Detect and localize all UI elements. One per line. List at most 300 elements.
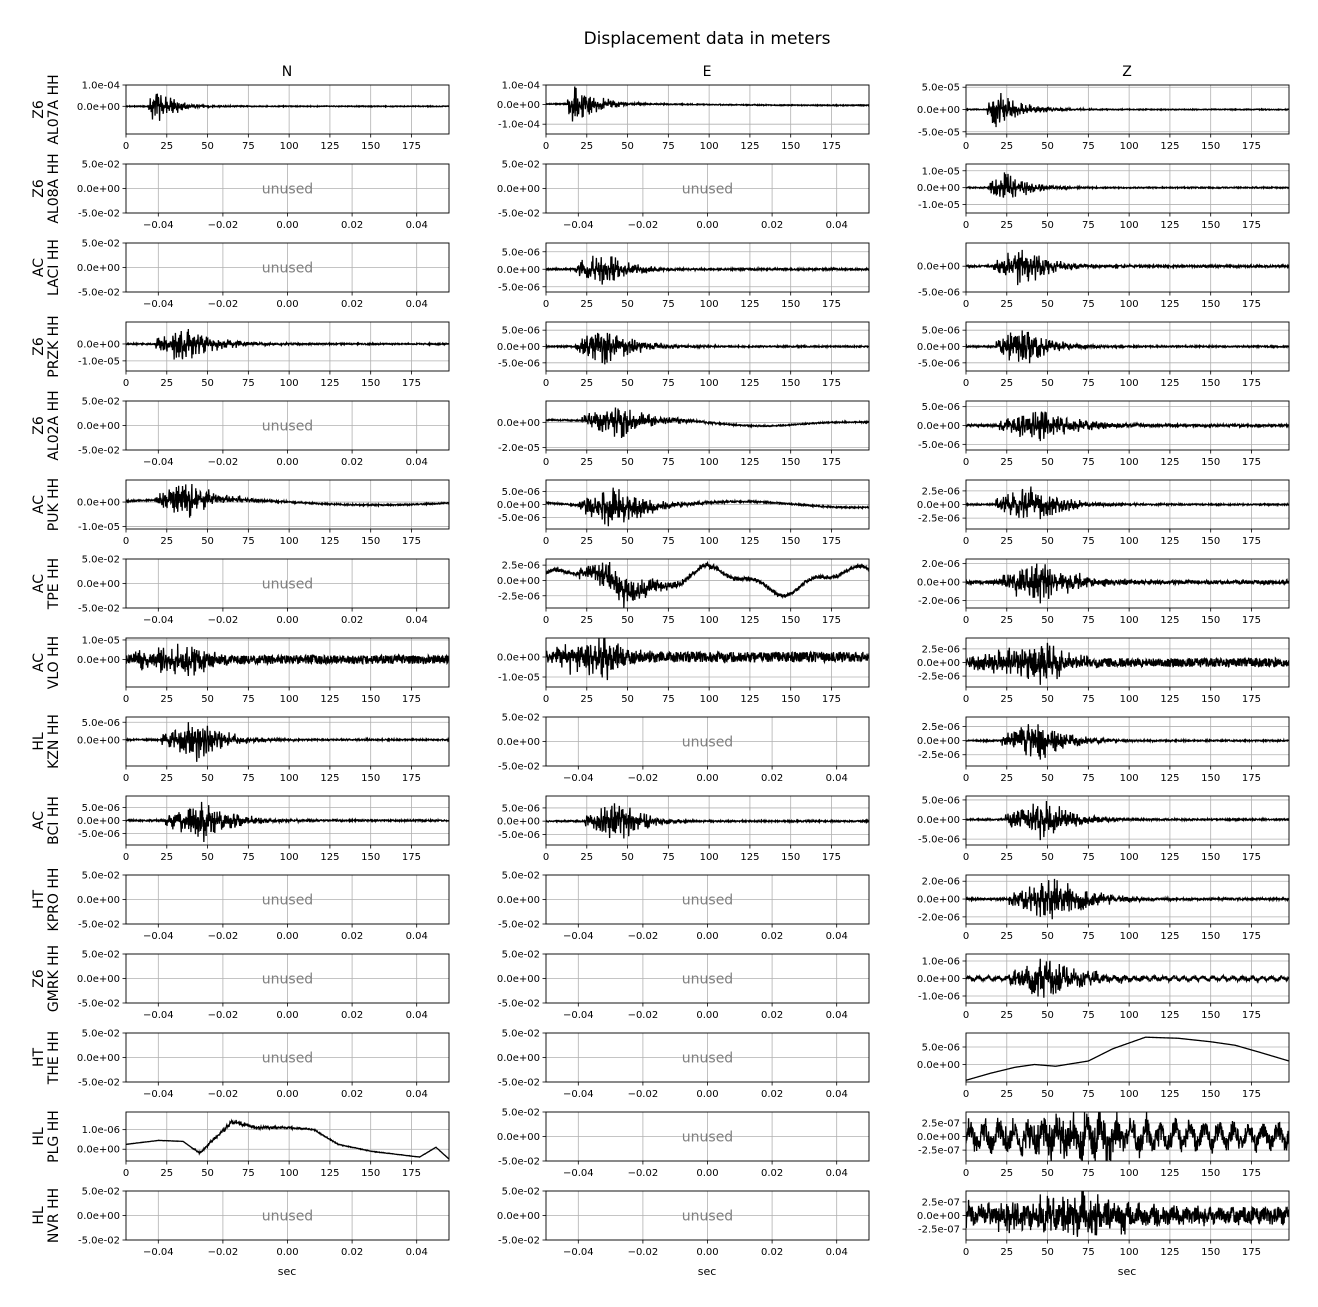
x-tick-label: 50 [621,852,634,863]
x-tick-label: 0.04 [405,1247,428,1258]
x-tick-label: 125 [740,694,760,705]
x-tick-label: 25 [1000,1089,1014,1100]
y-tick-label: -2.5e-06 [498,591,540,603]
x-tick-label: 175 [1241,378,1262,389]
x-tick-label: 100 [1119,852,1139,863]
x-tick-label: 175 [821,615,842,626]
x-tick-label: 150 [1201,299,1221,310]
x-tick-label: 25 [1000,299,1014,310]
seismic-trace [966,724,1289,759]
x-tick-label: 175 [821,378,842,389]
y-tick-label: 0.0e+00 [496,1132,540,1143]
y-tick-label: 0.0e+00 [76,895,120,906]
x-tick-label: −0.02 [207,1089,239,1100]
x-tick-label: 50 [621,615,634,626]
x-tick-label: 150 [1201,141,1221,152]
x-tick-label: 50 [1041,931,1054,942]
x-tick-label: 0.00 [696,1089,719,1100]
unused-label: unused [681,181,734,198]
unused-label: unused [261,1208,314,1225]
x-tick-label: 75 [1081,536,1095,547]
y-tick-label: -5.0e-02 [498,208,540,220]
y-tick-label: -1.0e-06 [918,991,960,1003]
y-tick-label: 5.0e-06 [501,247,540,259]
x-tick-label: 75 [1081,378,1095,389]
x-tick-label: 150 [781,536,801,547]
x-tick-label: 0.04 [825,1168,848,1179]
seismic-trace [126,484,449,518]
trace-panel [497,796,869,863]
x-tick-label: 125 [1160,773,1180,784]
y-tick-label: 0.0e+00 [496,342,540,353]
y-tick-label: 2.0e-06 [921,876,960,888]
x-tick-label: 125 [1160,1168,1180,1179]
x-tick-label: 175 [1241,457,1262,468]
y-tick-label: -2.5e-07 [918,1224,960,1236]
x-tick-label: 0.00 [696,773,719,784]
y-tick-label: -5.0e-02 [498,919,540,931]
unused-panel [77,160,449,232]
x-tick-label: 25 [580,378,594,389]
x-tick-label: 0.00 [696,1168,719,1179]
x-tick-label: 50 [1041,299,1054,310]
y-tick-label: 5.0e-06 [921,1042,960,1054]
y-tick-label: 0.0e+00 [76,655,120,667]
trace-panel [497,401,869,468]
y-tick-label: -5.0e-06 [498,829,540,841]
y-tick-label: -1.0e-05 [78,356,120,368]
x-tick-label: −0.02 [627,220,659,231]
x-tick-label: −0.02 [207,220,239,231]
x-tick-label: 0 [962,1089,970,1100]
station-row [31,1108,1289,1180]
y-tick-label: -5.0e-02 [78,1077,120,1089]
x-tick-label: 150 [361,141,381,152]
y-tick-label: 5.0e-06 [501,803,540,815]
x-tick-label: 25 [160,773,174,784]
trace-panel [77,796,449,863]
x-tick-label: 50 [621,299,634,310]
station-network-label: Z6 [31,969,47,988]
station-network-label: AC [31,494,47,515]
x-tick-label: 0.02 [340,615,364,626]
x-tick-label: 0 [962,694,970,705]
x-tick-label: 150 [361,1168,381,1179]
x-tick-label: 100 [279,1168,299,1179]
trace-panel [917,638,1289,705]
y-tick-label: 0.0e+00 [916,500,960,511]
y-tick-label: 0.0e+00 [76,579,120,590]
x-tick-label: 75 [661,378,675,389]
y-tick-label: 1.0e-06 [921,956,960,968]
y-tick-label: 0.0e+00 [916,736,960,748]
y-tick-label: 0.0e+00 [496,737,540,748]
station-network-label: HT [31,1047,47,1068]
x-tick-label: 125 [740,299,760,310]
x-tick-label: 0.04 [825,220,848,231]
axes-frame [966,1033,1289,1082]
x-tick-label: 75 [1081,694,1095,705]
trace-panel [77,1112,449,1179]
x-tick-label: 125 [1160,931,1180,942]
x-tick-label: 100 [1119,1247,1139,1258]
x-tick-label: −0.02 [207,1247,239,1258]
y-tick-label: 2.5e-07 [921,1197,960,1209]
x-tick-label: 100 [279,536,299,547]
x-tick-label: 75 [1081,852,1095,863]
x-tick-label: 150 [1201,378,1221,389]
axes-frame [966,243,1289,292]
x-tick-label: 75 [241,141,255,152]
x-tick-label: 75 [1081,1168,1095,1179]
x-tick-label: 25 [1000,773,1014,784]
x-tick-label: 0.00 [696,1010,719,1021]
x-tick-label: 75 [1081,141,1095,152]
station-code-label: TPE HH [46,557,62,610]
x-tick-label: 175 [401,1168,422,1179]
x-tick-label: 0 [542,299,550,310]
y-tick-label: -5.0e-06 [498,358,540,370]
x-tick-label: 50 [621,536,634,547]
x-tick-label: −0.02 [207,457,239,468]
x-tick-label: 0.02 [340,1089,364,1100]
y-tick-label: 5.0e-02 [81,870,120,882]
x-tick-label: 150 [781,378,801,389]
trace-panel [917,401,1289,468]
x-tick-label: 0.04 [825,1010,848,1021]
column-title-e: E [702,64,712,80]
x-tick-label: 0 [962,220,970,231]
trace-panel [497,322,869,389]
y-tick-label: -5.0e-02 [498,1077,540,1089]
trace-panel [917,795,1289,863]
station-code-label: KZN HH [46,714,62,769]
x-tick-label: 25 [580,141,594,152]
y-tick-label: 0.0e+00 [916,577,960,589]
x-tick-label: 0.00 [276,1010,299,1021]
x-tick-label: 75 [241,378,255,389]
unused-panel [77,871,449,943]
x-tick-label: −0.04 [562,1089,594,1100]
y-tick-label: 5.0e-02 [81,1028,120,1040]
station-network-label: HL [31,732,47,751]
x-tick-label: −0.02 [627,773,659,784]
trace-panel [77,81,449,153]
y-tick-label: 0.0e+00 [916,894,960,906]
station-code-label: VLO HH [46,635,62,690]
y-tick-label: 0.0e+00 [76,735,120,747]
x-tick-label: 0.00 [276,1089,299,1100]
station-code-label: PLG HH [46,1110,62,1163]
y-tick-label: -5.0e-02 [78,603,120,615]
x-tick-label: 100 [1119,1168,1139,1179]
y-tick-label: 0.0e+00 [496,264,540,276]
x-tick-label: 0.02 [340,220,364,231]
unused-panel [77,1029,449,1101]
x-tick-label: 125 [320,852,340,863]
x-tick-label: 50 [621,457,634,468]
unused-label: unused [681,1050,734,1067]
x-tick-label: 50 [201,141,214,152]
x-tick-label: 50 [1041,852,1054,863]
unused-label: unused [261,892,314,909]
y-tick-label: 0.0e+00 [76,974,120,985]
x-tick-label: 100 [279,694,299,705]
y-tick-label: 5.0e-06 [81,717,120,729]
station-code-label: BCI HH [46,796,62,845]
column-title-n: N [281,64,293,80]
station-code-label: PRZK HH [46,315,62,378]
x-tick-label: 100 [279,773,299,784]
x-tick-label: 175 [1241,299,1262,310]
y-tick-label: -5.0e-06 [498,512,540,524]
x-tick-label: −0.04 [142,615,174,626]
x-tick-label: 75 [661,615,675,626]
x-tick-label: 50 [201,536,214,547]
y-tick-label: -2.5e-06 [918,750,960,762]
station-network-label: HL [31,1127,47,1146]
x-tick-label: 75 [661,536,675,547]
unused-panel [497,713,869,785]
y-tick-label: 0.0e+00 [76,816,120,827]
figure-title: Displacement data in meters [583,29,831,49]
y-tick-label: -5.0e-02 [498,761,540,773]
x-tick-label: 175 [1241,220,1262,231]
y-tick-label: 0.0e+00 [76,1211,120,1222]
trace-panel [497,243,869,310]
seismic-trace [966,801,1289,840]
x-tick-label: 25 [1000,536,1014,547]
y-tick-label: -1.0e-05 [498,672,540,684]
x-tick-label: 25 [160,141,174,152]
x-tick-label: 100 [1119,1010,1139,1021]
x-tick-label: 0 [122,1168,130,1179]
x-tick-label: 150 [361,694,381,705]
axes-frame [126,85,449,134]
y-tick-label: -5.0e-02 [78,208,120,220]
x-tick-label: 100 [1119,299,1139,310]
y-tick-label: 0.0e+00 [76,263,120,274]
x-tick-label: 75 [241,694,255,705]
x-tick-label: −0.04 [142,1247,174,1258]
x-tick-label: −0.04 [562,220,594,231]
x-tick-label: −0.04 [562,1168,594,1179]
y-tick-label: 0.0e+00 [916,815,960,827]
x-tick-label: 25 [580,615,594,626]
y-tick-label: 2.5e-06 [501,560,540,572]
x-tick-label: 75 [1081,299,1095,310]
x-tick-label: 100 [699,694,719,705]
x-tick-label: 0.04 [825,1247,848,1258]
seismic-trace [546,333,869,365]
x-tick-label: 0.00 [696,1247,719,1258]
trace-panel [917,1112,1289,1179]
station-row [31,635,1289,705]
y-tick-label: -5.0e-06 [918,287,960,299]
x-tick-label: 150 [1201,1247,1221,1258]
seismic-trace [546,488,869,527]
x-tick-label: 0.00 [276,1247,299,1258]
y-tick-label: 5.0e-05 [921,82,960,94]
x-tick-label: 100 [1119,694,1139,705]
x-tick-label: 150 [1201,694,1221,705]
y-tick-label: 5.0e-06 [501,487,540,499]
x-tick-label: 0.00 [276,220,299,231]
x-tick-label: 25 [1000,1010,1014,1021]
seismic-trace [966,1037,1289,1080]
x-tick-label: 0.02 [760,1168,784,1179]
x-tick-label: 75 [1081,220,1095,231]
x-tick-label: 75 [1081,1247,1095,1258]
station-network-label: Z6 [31,337,47,356]
y-tick-label: 0.0e+00 [916,1132,960,1143]
y-tick-label: 0.0e+00 [916,261,960,273]
x-tick-label: 150 [361,378,381,389]
x-tick-label: 150 [1201,536,1221,547]
x-tick-label: 25 [580,536,594,547]
station-row [31,239,1289,311]
station-code-label: LACI HH [46,239,62,296]
x-tick-label: 125 [320,141,340,152]
x-tick-label: 25 [1000,694,1014,705]
x-tick-label: 150 [1201,220,1221,231]
unused-panel [497,1187,869,1259]
x-tick-label: 125 [1160,694,1180,705]
x-tick-label: 0 [962,1247,970,1258]
trace-panel [917,559,1289,626]
y-tick-label: 0.0e+00 [496,895,540,906]
x-tick-label: 0 [122,378,130,389]
x-tick-label: 25 [160,1168,174,1179]
y-tick-label: 0.0e+00 [916,974,960,985]
seismic-trace [126,94,449,121]
station-network-label: Z6 [31,416,47,435]
seismic-trace [966,172,1289,197]
x-tick-label: 175 [1241,931,1262,942]
x-tick-label: 175 [1241,1168,1262,1179]
y-tick-label: 0.0e+00 [496,575,540,587]
x-tick-label: 0 [542,694,550,705]
x-tick-label: 0.04 [405,299,428,310]
seismic-trace [126,329,449,360]
y-tick-label: 5.0e-02 [501,1186,540,1198]
seismic-trace [966,412,1289,441]
x-tick-label: 75 [661,299,675,310]
x-tick-label: 0.00 [276,457,299,468]
x-tick-label: 0.02 [340,931,364,942]
trace-panel [917,480,1289,547]
x-tick-label: 125 [1160,1089,1180,1100]
x-tick-label: 25 [160,694,174,705]
y-tick-label: 5.0e-02 [501,1028,540,1040]
x-tick-label: 0.04 [405,931,428,942]
x-tick-label: 50 [201,852,214,863]
y-tick-label: 5.0e-02 [81,1186,120,1198]
station-code-label: GMRK HH [46,944,62,1013]
x-tick-label: −0.04 [142,220,174,231]
y-tick-label: 2.5e-06 [921,722,960,734]
y-tick-label: 0.0e+00 [76,1144,120,1156]
y-tick-label: 0.0e+00 [496,1053,540,1064]
x-tick-label: 50 [1041,457,1054,468]
x-tick-label: 125 [740,615,760,626]
trace-panel [497,559,869,626]
y-tick-label: -2.5e-06 [918,671,960,683]
x-tick-label: 25 [1000,931,1014,942]
x-tick-label: 150 [781,615,801,626]
x-tick-label: 75 [661,852,675,863]
x-tick-label: 25 [580,457,594,468]
trace-panel [917,322,1289,389]
x-tick-label: 0 [962,378,970,389]
y-tick-label: -5.0e-02 [78,287,120,299]
y-tick-label: 1.0e-05 [921,166,960,178]
x-tick-label: 50 [201,378,214,389]
x-tick-label: 100 [279,141,299,152]
station-code-label: KPRO HH [46,867,62,932]
x-tick-label: 175 [821,694,842,705]
y-tick-label: 5.0e-06 [921,402,960,414]
x-tick-label: 0 [962,852,970,863]
y-tick-label: 0.0e+00 [496,100,540,112]
trace-panel [77,322,449,389]
y-tick-label: 5.0e-02 [81,949,120,961]
unused-panel [77,397,449,469]
x-tick-label: 0 [542,378,550,389]
station-network-label: AC [31,573,47,594]
trace-panel [77,480,449,547]
x-tick-label: 125 [1160,299,1180,310]
x-tick-label: 175 [821,536,842,547]
y-tick-label: 5.0e-06 [501,325,540,337]
x-tick-label: 125 [320,536,340,547]
unused-label: unused [681,734,734,751]
unused-panel [497,1108,869,1180]
x-tick-label: 100 [1119,141,1139,152]
unused-label: unused [681,1208,734,1225]
x-tick-label: 175 [1241,141,1262,152]
x-tick-label: 175 [401,378,422,389]
x-tick-label: 0 [122,694,130,705]
x-tick-label: 0.04 [825,773,848,784]
x-tick-label: −0.02 [627,1010,659,1021]
x-tick-label: −0.04 [142,1010,174,1021]
x-tick-label: 25 [1000,457,1014,468]
panel-grid [31,74,1289,1258]
station-row [31,74,1289,152]
seismic-trace [546,562,869,608]
x-tick-label: 50 [201,1168,214,1179]
trace-panel [917,164,1289,231]
x-tick-label: 0.02 [340,1247,364,1258]
y-tick-label: 0.0e+00 [916,1211,960,1222]
station-row [31,315,1289,389]
y-tick-label: -1.0e-04 [498,119,540,131]
station-row [31,1187,1289,1259]
x-tick-label: 50 [201,773,214,784]
x-tick-label: 0.04 [405,457,428,468]
x-tick-label: 0.02 [760,1247,784,1258]
y-tick-label: 0.0e+00 [76,1053,120,1064]
x-tick-label: 0 [122,536,130,547]
x-tick-label: 25 [1000,378,1014,389]
x-tick-label: 150 [1201,1010,1221,1021]
x-tick-label: 0.02 [760,931,784,942]
x-tick-label: 125 [740,852,760,863]
x-tick-label: 150 [1201,457,1221,468]
x-tick-label: 150 [1201,1089,1221,1100]
x-tick-label: 0.04 [405,220,428,231]
